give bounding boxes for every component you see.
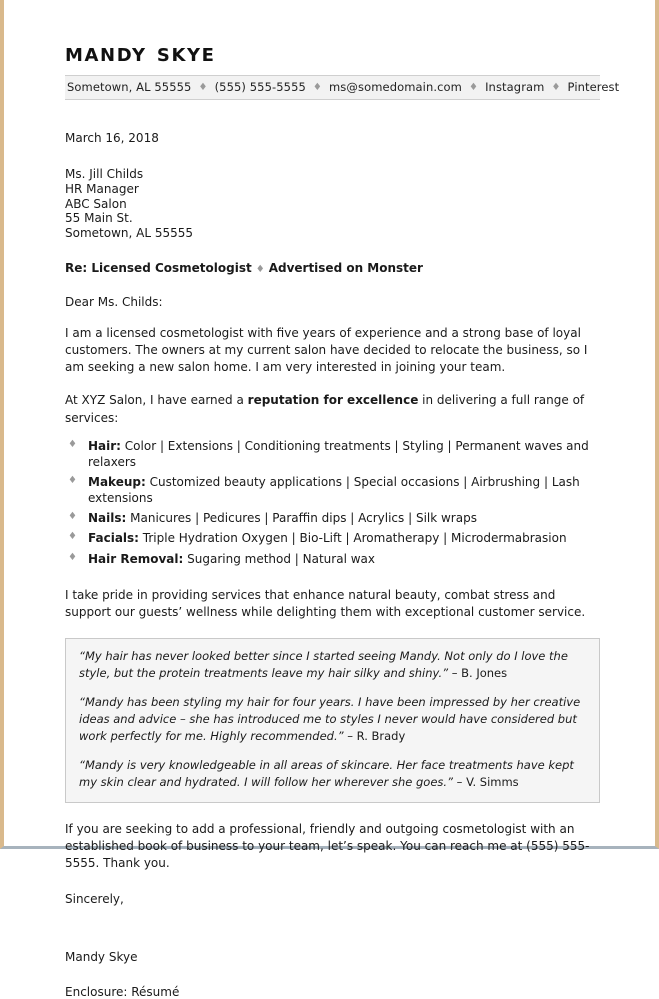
opening-paragraph: I am a licensed cosmetologist with five years of experience and a strong base of loyal customers. The owners at my current salon have decided to relocate the business, so I am seeking a new salon home. I am very interested in joining your team. [65, 326, 588, 375]
enclosure-line: Enclosure: Résumé [65, 984, 180, 999]
service-label: Hair: [88, 438, 121, 453]
diamond-bullet-icon: ♦ [68, 474, 77, 486]
diamond-separator-icon: ♦ [551, 82, 561, 94]
diamond-separator-icon: ♦ [312, 82, 322, 94]
diamond-bullet-icon: ♦ [68, 551, 77, 563]
service-detail: Color | Extensions | Conditioning treatments | Styling | Permanent waves and relaxers [88, 438, 589, 469]
recipient-street: 55 Main St. [65, 211, 133, 226]
recipient-title: HR Manager [65, 181, 139, 196]
testimonial-attribution: – R. Brady [343, 728, 406, 743]
letter-date: March 16, 2018 [65, 131, 159, 146]
subject-position: Re: Licensed Cosmetologist [65, 261, 252, 276]
testimonial [79, 694, 586, 744]
recipient-address-block [65, 167, 600, 240]
diamond-bullet-icon: ♦ [68, 531, 77, 543]
signature-name: Mandy Skye [65, 949, 138, 964]
list-item [65, 438, 600, 474]
list-item [65, 474, 600, 510]
testimonial [79, 648, 586, 681]
testimonial-attribution: – B. Jones [448, 665, 508, 680]
testimonial [79, 757, 586, 790]
testimonials-box [65, 638, 600, 803]
service-detail: Triple Hydration Oxygen | Bio-Lift | Aromatherapy | Microdermabrasion [138, 531, 567, 546]
contact-email[interactable]: ms@somedomain.com [329, 80, 462, 95]
pride-paragraph: I take pride in providing services that enhance natural beauty, combat stress and support our guests’ wellness while delighting them with exceptional customer service. [65, 587, 586, 619]
sign-off: Sincerely, [65, 891, 124, 906]
recipient-name: Ms. Jill Childs [65, 167, 144, 182]
recipient-city-state-zip: Sometown, AL 55555 [65, 225, 194, 240]
testimonial-attribution: – V. Simms [453, 774, 519, 789]
contact-pinterest-link[interactable]: Pinterest [567, 80, 620, 95]
services-intro-emphasis: reputation for excellence [247, 393, 419, 408]
closing-paragraph: If you are seeking to add a professional, friendly and outgoing cosmetologist with an established book of business to your team, let’s speak. You can reach me at (555) 555-5555. Thank you. [65, 821, 590, 870]
contact-phone: (555) 555-5555 [214, 80, 306, 95]
services-intro-after: in delivering a full range of services: [65, 393, 585, 425]
diamond-separator-icon: ♦ [198, 82, 208, 94]
recipient-company: ABC Salon [65, 196, 127, 211]
service-detail: Customized beauty applications | Special occasions | Airbrushing | Lash extensions [88, 474, 580, 506]
diamond-bullet-icon: ♦ [68, 511, 77, 523]
contact-instagram-link[interactable]: Instagram [485, 80, 545, 95]
services-intro-paragraph [65, 392, 600, 426]
service-label: Hair Removal: [88, 551, 184, 566]
service-label: Facials: [88, 531, 139, 546]
services-intro-before: At XYZ Salon, I have earned a [65, 393, 248, 408]
service-label: Nails: [88, 511, 127, 526]
service-label: Makeup: [88, 474, 146, 489]
list-item [65, 510, 600, 530]
page-title: mandy skye [65, 38, 216, 67]
salutation: Dear Ms. Childs: [65, 295, 163, 310]
service-detail: Manicures | Pedicures | Paraffin dips | Acrylics | Silk wraps [126, 511, 477, 526]
subject-source: Advertised on Monster [268, 261, 423, 276]
list-item [65, 551, 600, 571]
list-item [65, 530, 600, 550]
contact-bar [65, 75, 620, 100]
diamond-separator-icon: ♦ [468, 82, 479, 94]
testimonial-text: “Mandy has been styling my hair for four years. I have been impressed by her creative ideas and advice – she has introduced me to styles I never would have considered but work perfectly for me. Highly recommended.” [79, 695, 581, 743]
testimonial-text: “My hair has never looked better since I started seeing Mandy. Not only do I love the style, but the protein treatments leave my hair silky and shiny.” [79, 648, 568, 680]
contact-location: Sometown, AL 55555 [67, 80, 192, 95]
testimonial-text: “Mandy is very knowledgeable in all areas of skincare. Her face treatments have kept my skin clear and hydrated. I will follow her wherever she goes.” [79, 758, 574, 789]
diamond-separator-icon: ♦ [255, 264, 265, 276]
subject-line [65, 261, 600, 275]
services-list [65, 438, 600, 571]
diamond-bullet-icon: ♦ [68, 438, 77, 450]
service-detail: Sugaring method | Natural wax [183, 551, 375, 566]
